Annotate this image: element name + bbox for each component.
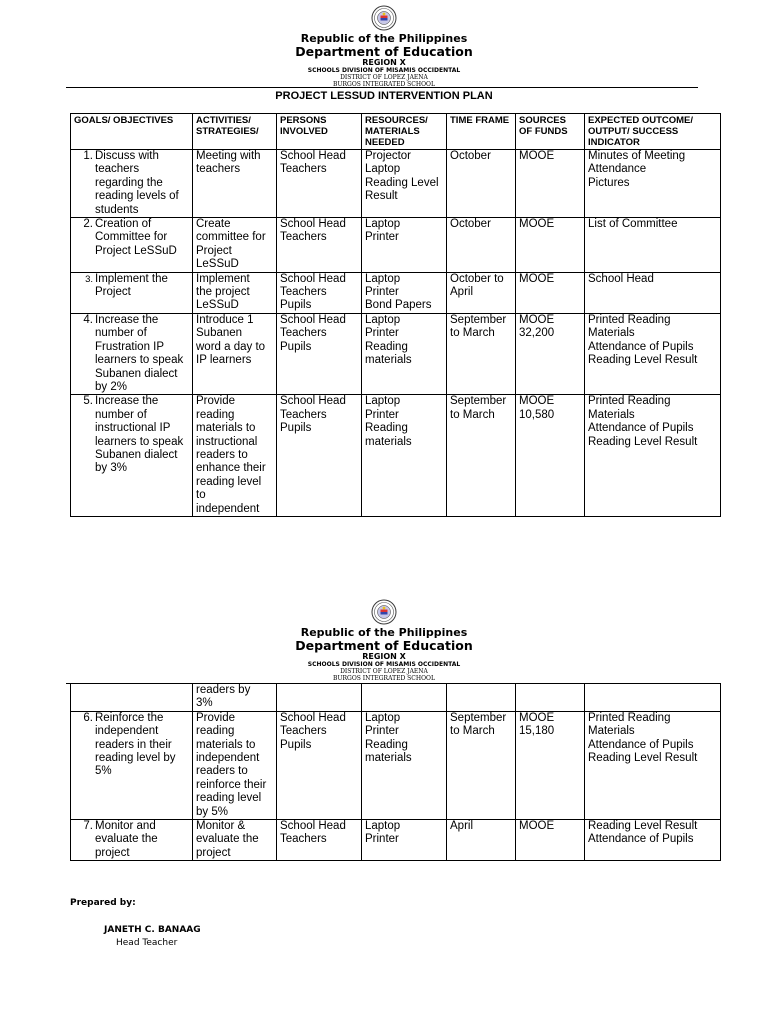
row-number: 3. — [85, 273, 93, 285]
cell-goal — [71, 150, 193, 218]
row-number: 6. — [83, 711, 93, 724]
outcome-line: Attendance of Pupils — [588, 738, 694, 751]
activity-line: Subanen — [196, 327, 243, 340]
cell-persons — [277, 272, 362, 313]
goal-line: Subanen dialect — [95, 448, 178, 461]
resources-line: Printer — [365, 327, 399, 340]
activity-line: reading — [196, 408, 235, 421]
header-republic: Republic of the Philippines — [300, 32, 468, 45]
cell-funds — [516, 684, 585, 712]
time-frame-line: October — [450, 218, 491, 231]
plan-title: PROJECT LESSUD INTERVENTION PLAN — [275, 90, 493, 102]
activity-line: 3% — [196, 697, 213, 710]
cell-time-frame — [447, 395, 516, 517]
persons-line: School Head — [280, 820, 346, 833]
goal-line: by 2% — [95, 380, 127, 393]
persons-line: Pupils — [280, 340, 312, 353]
time-frame-line: April — [450, 286, 474, 299]
header-region: REGION X — [362, 58, 406, 67]
cell-activity — [193, 218, 277, 273]
header-district: DISTRICT OF LOPEZ JAENA — [340, 74, 428, 81]
cell-resources — [362, 218, 447, 273]
cell-persons — [277, 395, 362, 517]
activity-line: reading — [196, 725, 235, 738]
table-header-row — [71, 114, 721, 150]
cell-outcome — [585, 218, 721, 273]
cell-persons — [277, 684, 362, 712]
cell-activity — [193, 711, 277, 819]
outcome-line: Printed Reading — [588, 395, 671, 408]
activity-line: LeSSuD — [196, 299, 239, 312]
activity-line: reading level — [196, 792, 262, 805]
outcome-line: Attendance — [588, 163, 647, 176]
resources-line: Laptop — [365, 313, 401, 326]
goal-line: independent — [95, 725, 159, 738]
activity-line: IP learners — [196, 354, 252, 367]
goal-line: teachers — [95, 163, 140, 176]
activity-line: Provide — [196, 395, 235, 408]
cell-goal — [71, 218, 193, 273]
outcome-line: Reading Level Result — [588, 354, 698, 367]
header-district: DISTRICT OF LOPEZ JAENA — [340, 668, 428, 675]
persons-line: Pupils — [280, 422, 312, 435]
goal-line: learners to speak — [95, 435, 184, 448]
outcome-line: Materials — [588, 408, 635, 421]
cell-activity — [193, 395, 277, 517]
cell-resources — [362, 711, 447, 819]
col-header-persons: PERSONS INVOLVED — [277, 114, 362, 150]
outcome-line: Reading Level Result — [588, 752, 698, 765]
cell-activity — [193, 684, 277, 712]
table-row — [71, 711, 721, 819]
activity-line: readers to — [196, 448, 248, 461]
resources-line: materials — [365, 752, 412, 765]
resources-line: Reading — [365, 422, 408, 435]
intervention-plan-table — [70, 113, 721, 517]
goal-line: Committee for — [95, 231, 168, 244]
goal-line: students — [95, 203, 139, 216]
activity-line: teachers — [196, 163, 241, 176]
time-frame-line: September — [450, 711, 507, 724]
cell-resources — [362, 150, 447, 218]
outcome-line: Printed Reading — [588, 711, 671, 724]
cell-persons — [277, 313, 362, 394]
persons-line: Teachers — [280, 327, 327, 340]
cell-resources — [362, 395, 447, 517]
outcome-line: List of Committee — [588, 218, 678, 231]
header-school: BURGOS INTEGRATED SCHOOL — [333, 81, 435, 88]
funds-line: MOOE — [519, 711, 555, 724]
activity-line: reading level — [196, 475, 262, 488]
resources-line: Printer — [365, 833, 399, 846]
resources-line: Laptop — [365, 395, 401, 408]
cell-persons — [277, 150, 362, 218]
cell-goal — [71, 395, 193, 517]
funds-line: 10,580 — [519, 408, 555, 421]
funds-line: MOOE — [519, 150, 555, 162]
table-row — [71, 820, 721, 861]
resources-line: Reading Level — [365, 176, 439, 189]
activity-line: evaluate the — [196, 833, 259, 846]
header-division: SCHOOLS DIVISION OF MISAMIS OCCIDENTAL — [307, 661, 461, 668]
funds-line: MOOE — [519, 313, 555, 326]
header-region: REGION X — [362, 652, 406, 661]
funds-line: MOOE — [519, 395, 555, 408]
cell-outcome — [585, 395, 721, 517]
goal-line: Increase the — [95, 395, 159, 408]
activity-line: the project — [196, 286, 250, 299]
resources-line: Laptop — [365, 163, 401, 176]
cell-goal — [71, 684, 193, 712]
resources-line: Result — [365, 190, 398, 203]
activity-line: Create — [196, 218, 231, 231]
cell-time-frame — [447, 711, 516, 819]
goal-line: Discuss with — [95, 150, 159, 162]
persons-line: Teachers — [280, 231, 327, 244]
time-frame-line: September — [450, 395, 507, 408]
outcome-line: Materials — [588, 725, 635, 738]
goal-line: number of — [95, 408, 147, 421]
activity-line: committee for — [196, 231, 266, 244]
outcome-line: Attendance of Pupils — [588, 833, 694, 846]
resources-line: Reading — [365, 340, 408, 353]
goal-line: regarding the — [95, 176, 163, 189]
goal-line: Subanen dialect — [95, 367, 178, 380]
resources-line: Laptop — [365, 820, 401, 833]
activity-line: materials to — [196, 738, 256, 751]
activity-line: by 5% — [196, 805, 228, 818]
table-row — [71, 684, 721, 712]
table-row — [71, 272, 721, 313]
cell-time-frame — [447, 313, 516, 394]
table-row — [71, 218, 721, 273]
goal-line: readers in their — [95, 738, 172, 751]
row-number: 7. — [83, 820, 93, 833]
time-frame-line: April — [450, 820, 474, 833]
activity-line: to — [196, 489, 206, 502]
prepared-by-label: Prepared by: — [70, 898, 136, 908]
cell-funds — [516, 150, 585, 218]
letterhead-page-1 — [0, 5, 768, 88]
outcome-line: Minutes of Meeting — [588, 150, 686, 162]
activity-line: LeSSuD — [196, 258, 239, 271]
resources-line: Laptop — [365, 272, 401, 285]
activity-line: Meeting with — [196, 150, 261, 162]
header-department: Department of Education — [295, 638, 473, 653]
goal-line: by 3% — [95, 462, 127, 475]
col-header-outcome: EXPECTED OUTCOME/ OUTPUT/ SUCCESS INDICATOR — [585, 114, 721, 150]
outcome-line: Printed Reading — [588, 313, 671, 326]
col-header-resources: RESOURCES/ MATERIALS NEEDED — [362, 114, 447, 150]
cell-persons — [277, 711, 362, 819]
activity-line: Implement — [196, 272, 250, 285]
cell-outcome — [585, 313, 721, 394]
goal-line: Implement the — [95, 272, 168, 285]
goal-line: Frustration IP — [95, 340, 165, 353]
intervention-plan-table-continued — [70, 683, 721, 861]
goal-line: number of — [95, 327, 147, 340]
cell-time-frame — [447, 218, 516, 273]
persons-line: Teachers — [280, 408, 327, 421]
cell-goal — [71, 272, 193, 313]
activity-line: project — [196, 846, 231, 859]
resources-line: Reading — [365, 738, 408, 751]
cell-outcome — [585, 684, 721, 712]
activity-line: independent — [196, 752, 260, 765]
cell-activity — [193, 272, 277, 313]
cell-time-frame — [447, 684, 516, 712]
resources-line: Laptop — [365, 711, 401, 724]
activity-line: word a day to — [196, 340, 266, 353]
cell-time-frame — [447, 820, 516, 861]
goal-line: Project — [95, 286, 131, 299]
cell-resources — [362, 313, 447, 394]
activity-line: Introduce 1 — [196, 313, 254, 326]
activity-line: instructional — [196, 435, 258, 448]
resources-line: Printer — [365, 286, 399, 299]
cell-persons — [277, 218, 362, 273]
activity-line: materials to — [196, 422, 256, 435]
cell-funds — [516, 820, 585, 861]
outcome-line: Materials — [588, 327, 635, 340]
goal-line: 5% — [95, 765, 112, 778]
time-frame-line: September — [450, 313, 507, 326]
activity-line: enhance their — [196, 462, 266, 475]
cell-goal — [71, 711, 193, 819]
goal-line: learners to speak — [95, 354, 184, 367]
goal-line: Project LeSSuD — [95, 244, 177, 257]
cell-resources — [362, 272, 447, 313]
cell-outcome — [585, 711, 721, 819]
cell-goal — [71, 313, 193, 394]
persons-line: Teachers — [280, 833, 327, 846]
letterhead-page-2 — [0, 599, 768, 682]
time-frame-line: October — [450, 150, 491, 162]
funds-line: MOOE — [519, 820, 555, 833]
goal-line: instructional IP — [95, 422, 171, 435]
persons-line: School Head — [280, 395, 346, 408]
persons-line: School Head — [280, 711, 346, 724]
activity-line: Provide — [196, 711, 235, 724]
header-school: BURGOS INTEGRATED SCHOOL — [333, 675, 435, 682]
activity-line: Project — [196, 244, 232, 257]
cell-goal — [71, 820, 193, 861]
col-header-goals: GOALS/ OBJECTIVES — [71, 114, 193, 150]
col-header-activities: ACTIVITIES/ STRATEGIES/ — [193, 114, 277, 150]
outcome-line: School Head — [588, 272, 654, 285]
time-frame-line: October to — [450, 272, 504, 285]
cell-time-frame — [447, 150, 516, 218]
funds-line: 32,200 — [519, 327, 555, 340]
outcome-line: Reading Level Result — [588, 435, 698, 448]
header-rule-1 — [66, 87, 698, 88]
table-row — [71, 150, 721, 218]
activity-line: Monitor & — [196, 820, 246, 833]
goal-line: project — [95, 846, 130, 859]
cell-resources — [362, 684, 447, 712]
activity-line: readers to — [196, 765, 248, 778]
header-department: Department of Education — [295, 44, 473, 59]
cell-persons — [277, 820, 362, 861]
persons-line: Pupils — [280, 738, 312, 751]
signatory-title: Head Teacher — [116, 938, 178, 948]
outcome-line: Reading Level Result — [588, 820, 698, 833]
deped-seal-icon — [371, 599, 397, 625]
col-header-time-frame: TIME FRAME — [447, 114, 516, 150]
cell-outcome — [585, 150, 721, 218]
cell-funds — [516, 272, 585, 313]
outcome-line: Attendance of Pupils — [588, 340, 694, 353]
col-header-sources: SOURCES OF FUNDS — [516, 114, 585, 150]
persons-line: Teachers — [280, 163, 327, 176]
deped-seal-icon — [371, 5, 397, 31]
time-frame-line: to March — [450, 327, 495, 340]
goal-line: reading level by — [95, 752, 176, 765]
resources-line: Projector — [365, 150, 412, 162]
row-number: 2. — [83, 218, 93, 231]
persons-line: Pupils — [280, 299, 312, 312]
cell-outcome — [585, 820, 721, 861]
resources-line: Printer — [365, 725, 399, 738]
cell-activity — [193, 150, 277, 218]
activity-line: reinforce their — [196, 778, 267, 791]
resources-line: Bond Papers — [365, 299, 432, 312]
signatory-name: JANETH C. BANAAG — [104, 925, 201, 935]
goal-line: Increase the — [95, 313, 159, 326]
cell-activity — [193, 820, 277, 861]
cell-funds — [516, 395, 585, 517]
resources-line: materials — [365, 354, 412, 367]
persons-line: Teachers — [280, 286, 327, 299]
outcome-line: Pictures — [588, 176, 630, 189]
cell-outcome — [585, 272, 721, 313]
funds-line: 15,180 — [519, 725, 555, 738]
row-number: 4. — [83, 313, 93, 326]
table-row — [71, 395, 721, 517]
header-division: SCHOOLS DIVISION OF MISAMIS OCCIDENTAL — [307, 67, 461, 74]
resources-line: Printer — [365, 408, 399, 421]
goal-line: Creation of — [95, 218, 152, 231]
resources-line: Laptop — [365, 218, 401, 231]
activity-line: readers by — [196, 684, 251, 696]
time-frame-line: to March — [450, 725, 495, 738]
goal-line: Monitor and — [95, 820, 156, 833]
time-frame-line: to March — [450, 408, 495, 421]
activity-line: independent — [196, 502, 260, 515]
funds-line: MOOE — [519, 272, 555, 285]
cell-funds — [516, 711, 585, 819]
table-row — [71, 313, 721, 394]
row-number: 5. — [83, 395, 93, 408]
resources-line: materials — [365, 435, 412, 448]
cell-resources — [362, 820, 447, 861]
outcome-line: Attendance of Pupils — [588, 422, 694, 435]
row-number: 1. — [83, 150, 93, 162]
goal-line: reading levels of — [95, 190, 179, 203]
persons-line: School Head — [280, 272, 346, 285]
goal-line: evaluate the — [95, 833, 158, 846]
persons-line: School Head — [280, 313, 346, 326]
goal-line: Reinforce the — [95, 711, 164, 724]
persons-line: Teachers — [280, 725, 327, 738]
header-republic: Republic of the Philippines — [300, 626, 468, 639]
cell-funds — [516, 218, 585, 273]
persons-line: School Head — [280, 218, 346, 231]
resources-line: Printer — [365, 231, 399, 244]
funds-line: MOOE — [519, 218, 555, 231]
cell-activity — [193, 313, 277, 394]
persons-line: School Head — [280, 150, 346, 162]
cell-time-frame — [447, 272, 516, 313]
cell-funds — [516, 313, 585, 394]
